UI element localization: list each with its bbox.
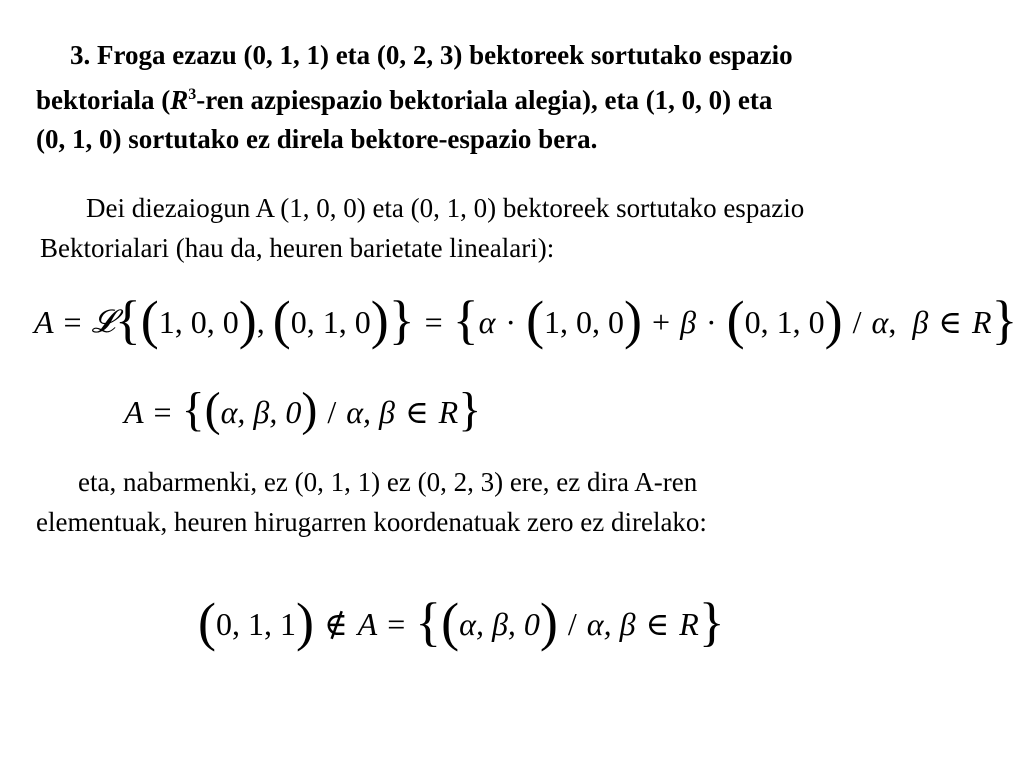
eq3-close-brace: } — [698, 592, 725, 652]
problem-line-2 — [36, 75, 996, 120]
eq2-slash: / — [327, 393, 337, 430]
eq1-element-of: ∈ — [938, 304, 962, 340]
eq1-span-symbol: 𝓛 — [91, 303, 115, 339]
eq3-paren: ) — [539, 592, 558, 652]
eq1-paren: ) — [238, 290, 257, 350]
intro-paragraph — [36, 188, 1006, 268]
problem-line-1: 3. Froga ezazu (0, 1, 1) eta (0, 2, 3) bektoreek sortutako espazio — [70, 40, 793, 70]
conclusion-paragraph — [36, 462, 1006, 542]
conclusion-line-1: eta, nabarmenki, ez (0, 1, 1) ez (0, 2, 3) ere, ez dira A-ren — [78, 467, 698, 497]
eq2-condition: α, β — [346, 393, 395, 430]
eq3-r: R — [679, 605, 699, 642]
equation-span — [34, 292, 1017, 352]
eq3-paren: ) — [295, 592, 314, 652]
eq1-beta-2: β — [912, 303, 929, 340]
problem-line-3: (0, 1, 0) sortutako ez direla bektore-espazio bera. — [36, 124, 598, 154]
eq3-equals: = — [387, 605, 406, 642]
eq1-alpha: α — [478, 303, 496, 340]
eq1-paren: ( — [272, 290, 291, 350]
eq1-alpha-2: α — [871, 303, 889, 340]
eq3-vector: 0, 1, 1 — [215, 605, 296, 642]
eq1-vector-1b: 1, 0, 0 — [544, 303, 625, 340]
eq1-dot-2: · — [706, 303, 717, 340]
eq1-open-brace: { — [114, 290, 141, 350]
problem-r-symbol: R — [170, 85, 189, 115]
eq1-paren: ( — [140, 290, 159, 350]
eq1-paren: ) — [624, 290, 643, 350]
eq3-paren: ( — [441, 592, 460, 652]
eq2-open-brace: { — [181, 383, 205, 436]
eq3-paren: ( — [198, 592, 216, 652]
eq1-paren: ( — [526, 290, 545, 350]
equation-set — [124, 384, 481, 440]
eq1-close-brace-2: } — [991, 290, 1018, 350]
problem-statement — [36, 36, 996, 159]
eq2-lhs: A — [124, 393, 144, 430]
intro-line-2: Bektorialari (hau da, heuren barietate linealari): — [40, 233, 555, 263]
eq1-open-brace-2: { — [452, 290, 479, 350]
eq3-not-element-of: ∉ — [323, 606, 348, 642]
eq1-equals-2: = — [424, 303, 443, 340]
eq1-vector-2: 0, 1, 0 — [290, 303, 371, 340]
eq3-lhs: A — [357, 605, 378, 642]
eq3-set-vector: α, β, 0 — [459, 605, 540, 642]
eq1-r: R — [971, 303, 992, 340]
eq1-comma: , — [256, 303, 265, 340]
eq2-paren: ) — [301, 383, 318, 436]
eq2-vector: α, β, 0 — [220, 393, 302, 430]
eq1-slash: / — [852, 303, 862, 340]
eq1-vector-1: 1, 0, 0 — [158, 303, 239, 340]
eq3-open-brace: { — [415, 592, 442, 652]
conclusion-line-2: elementuak, heuren hirugarren koordenatuak zero ez direlako: — [36, 507, 707, 537]
eq2-r: R — [438, 393, 459, 430]
eq3-element-of: ∈ — [645, 606, 670, 642]
eq1-lhs: A — [34, 303, 54, 340]
eq1-vector-2b: 0, 1, 0 — [744, 303, 825, 340]
problem-line-2-end: -ren azpiespazio bektoriala alegia), eta (1, 0, 0) eta — [196, 85, 773, 115]
eq1-dot: · — [505, 303, 517, 340]
eq1-comma-2: , — [888, 303, 897, 340]
eq1-plus: + — [652, 303, 671, 340]
eq3-slash: / — [567, 605, 577, 642]
eq1-beta: β — [680, 303, 697, 340]
eq3-condition: α, β — [586, 605, 636, 642]
eq2-equals: = — [153, 393, 172, 430]
equation-not-member — [198, 594, 725, 654]
eq2-paren: ( — [204, 383, 221, 436]
problem-line-2-start: bektoriala ( — [36, 85, 171, 115]
eq1-paren: ) — [824, 290, 843, 350]
eq1-paren: ( — [726, 290, 745, 350]
eq2-element-of: ∈ — [404, 394, 429, 430]
eq1-close-brace: } — [388, 290, 415, 350]
intro-line-1: Dei diezaiogun A (1, 0, 0) eta (0, 1, 0) bektoreek sortutako espazio — [86, 193, 805, 223]
problem-superscript: 3 — [188, 86, 197, 103]
eq1-paren: ) — [370, 290, 389, 350]
eq1-equals: = — [63, 303, 82, 340]
eq2-close-brace: } — [458, 383, 482, 436]
